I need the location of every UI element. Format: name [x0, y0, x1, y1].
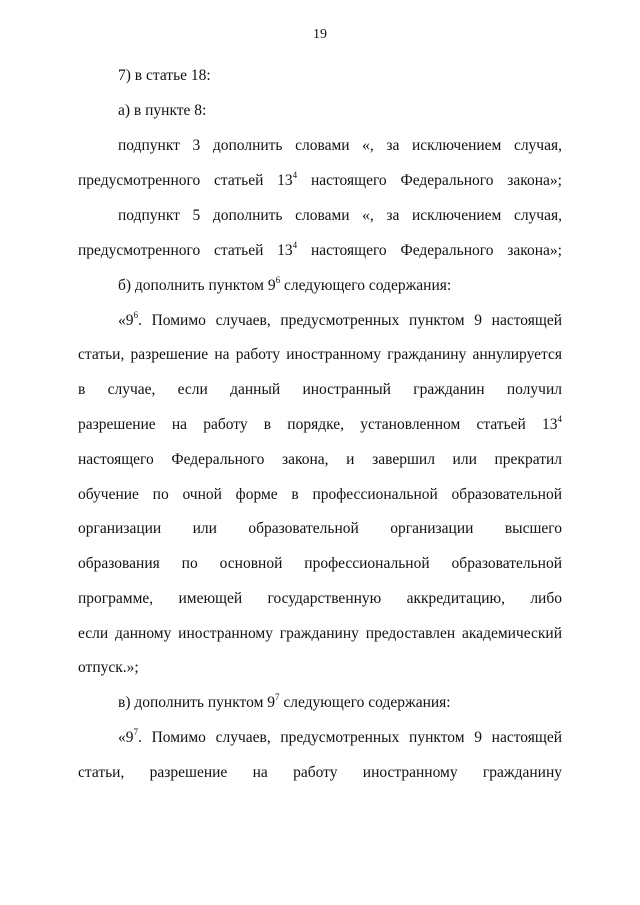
superscript: 4 [292, 239, 298, 250]
text-line [118, 728, 562, 748]
superscript: 7 [133, 726, 138, 737]
text-line: организации или образовательной организации высшего [78, 520, 562, 537]
text-line: статьи, разрешение на работу иностранному гражданину аннулируется [78, 346, 562, 363]
superscript: 6 [275, 274, 281, 285]
text-segment: в) дополнить пунктом 9 [118, 694, 275, 711]
superscript: 4 [557, 413, 562, 424]
text-line: подпункт 3 дополнить словами «, за исключением случая, [118, 137, 562, 154]
text-line [118, 693, 562, 713]
text-line: образования по основной профессиональной образовательной [78, 555, 562, 572]
text-line: а) в пункте 8: [118, 102, 207, 119]
text-line [78, 241, 562, 261]
text-line [78, 415, 562, 435]
superscript: 4 [292, 169, 298, 180]
text-line: подпункт 5 дополнить словами «, за исключением случая, [118, 207, 562, 224]
text-segment: «9 [118, 729, 134, 746]
text-segment: . Помимо случаев, предусмотренных пунктом 9 настоящей [138, 729, 562, 746]
text-segment: б) дополнить пунктом 9 [118, 277, 276, 294]
text-line [78, 171, 562, 191]
text-line [118, 311, 562, 331]
superscript: 7 [275, 691, 280, 702]
text-segment: следующего содержания: [280, 277, 452, 294]
text-line: программе, имеющей государственную аккредитацию, либо [78, 590, 562, 607]
text-line: статьи, разрешение на работу иностранному гражданину [78, 764, 562, 781]
text-line: отпуск.»; [78, 659, 139, 676]
text-segment: следующего содержания: [279, 694, 451, 711]
text-line: в случае, если данный иностранный гражданин получил [78, 381, 562, 398]
text-segment: . Помимо случаев, предусмотренных пунктом 9 настоящей [138, 312, 562, 329]
text-segment: предусмотренного статьей 13 [78, 242, 293, 259]
text-line: обучение по очной форме в профессиональной образовательной [78, 486, 562, 503]
text-line: если данному иностранному гражданину предоставлен академический [78, 625, 562, 642]
text-segment: предусмотренного статьей 13 [78, 172, 293, 189]
text-line: 7) в статье 18: [118, 67, 211, 84]
page-number: 19 [313, 27, 327, 42]
text-segment: настоящего Федерального закона»; [297, 172, 562, 189]
superscript: 6 [133, 309, 138, 320]
text-line: настоящего Федерального закона, и завершил или прекратил [78, 451, 562, 468]
text-line [118, 276, 562, 296]
text-segment: настоящего Федерального закона»; [297, 242, 562, 259]
text-segment: разрешение на работу в порядке, установленном статьей 13 [78, 416, 558, 433]
text-segment: «9 [118, 312, 134, 329]
